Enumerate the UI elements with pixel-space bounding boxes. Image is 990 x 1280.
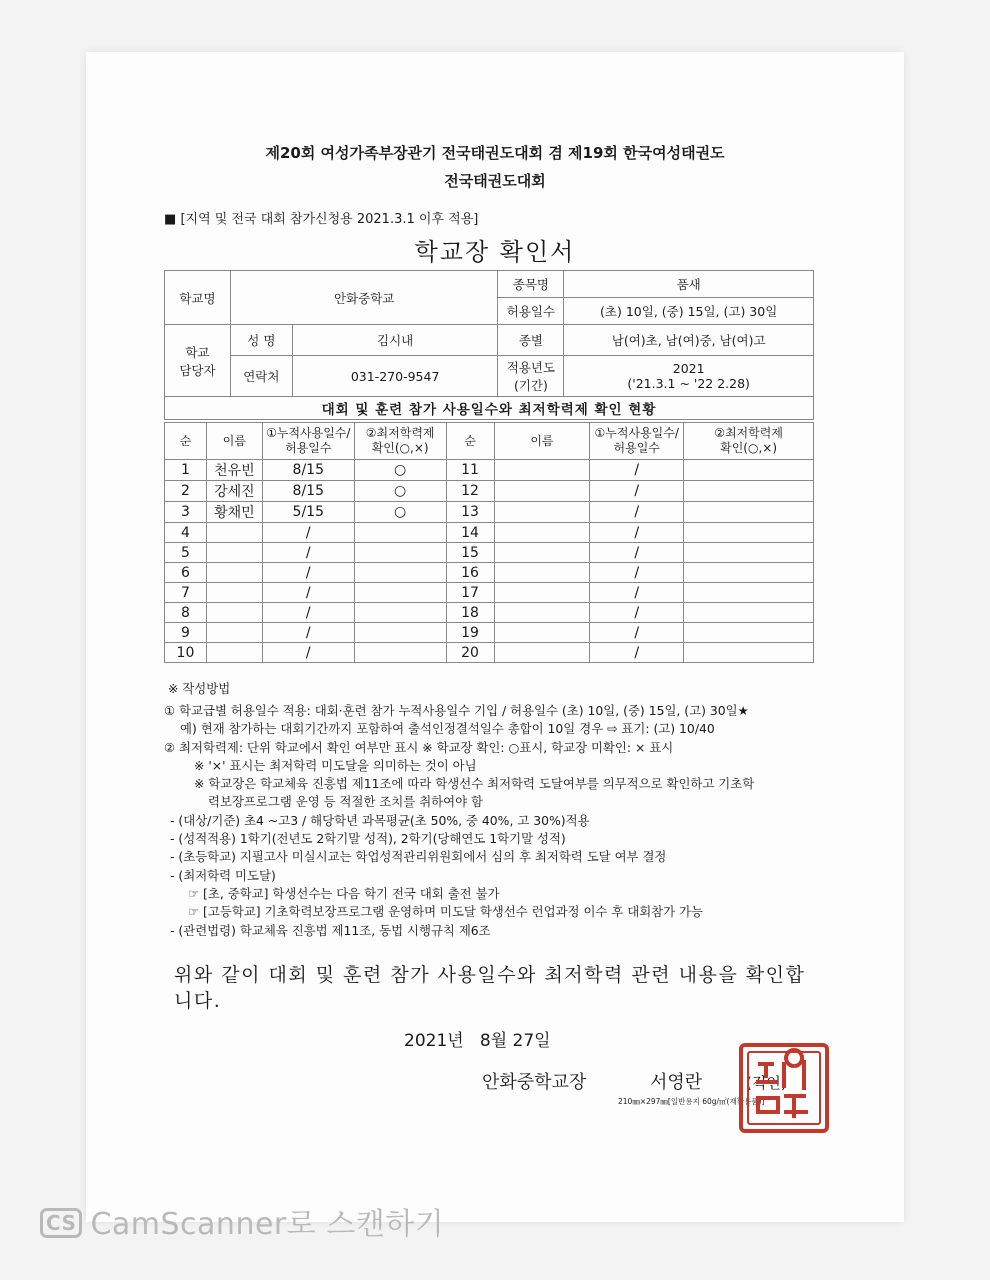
roster-cell-min: ○ [354, 460, 446, 481]
section-title: 대회 및 훈련 참가 사용일수와 최저학력제 확인 현황 [165, 397, 814, 420]
category-value: 남(여)초, 남(여)중, 남(여)고 [564, 325, 814, 356]
note-line: - (최저학력 미도달) [170, 867, 276, 883]
manager-label-line2: 담당자 [179, 362, 216, 378]
roster-cell-days: 8/15 [262, 460, 354, 481]
header-days-2 [590, 423, 684, 460]
event-title-line2: 전국태권도대회 [444, 172, 546, 190]
header-min-2-line1: ②최저학력제 [714, 426, 783, 440]
roster-cell-days: / [590, 481, 684, 502]
roster-cell-days: 5/15 [262, 502, 354, 523]
roster-cell-days: / [590, 603, 684, 623]
roster-cell-min [684, 460, 814, 481]
note-line: ☞ [고등학교] 기초학력보장프로그램 운영하며 미도달 학생선수 런업과정 이수 후 대회참가 가능 [188, 904, 703, 920]
roster-cell-name [206, 563, 262, 583]
roster-cell-name [494, 481, 590, 502]
header-days-2-line2: 허용일수 [613, 441, 660, 455]
roster-cell-min [684, 643, 814, 663]
roster-cell-days: / [262, 603, 354, 623]
allowed-days-label: 허용일수 [498, 298, 564, 325]
notes-title: ※ 작성방법 [168, 681, 231, 696]
header-name-2: 이름 [494, 423, 590, 460]
form-usage-text: [지역 및 전국 대회 참가신청용 2021.3.1 이후 적용] [180, 212, 479, 227]
roster-cell-days: / [262, 643, 354, 663]
header-days [262, 423, 354, 460]
roster-cell-no: 15 [446, 543, 494, 563]
signer-title: 안화중학교장 [482, 1072, 587, 1093]
roster-cell-no: 20 [446, 643, 494, 663]
table-row [165, 643, 814, 663]
table-row [165, 481, 814, 502]
document-page [86, 52, 904, 1222]
school-label: 학교명 [165, 271, 231, 325]
document-title: 학교장 확인서 [414, 238, 576, 266]
roster-cell-min: ○ [354, 502, 446, 523]
year-value [564, 356, 814, 397]
roster-cell-min [354, 583, 446, 603]
roster-cell-days: / [590, 460, 684, 481]
table-row [165, 623, 814, 643]
roster-cell-name [494, 603, 590, 623]
roster-cell-min: ○ [354, 481, 446, 502]
roster-cell-min [684, 543, 814, 563]
contact-label: 연락처 [230, 356, 292, 397]
roster-cell-name [206, 643, 262, 663]
category-label: 종별 [498, 325, 564, 356]
header-min-line2: 확인(○,×) [371, 441, 429, 455]
allowed-days-value: (초) 10일, (중) 15일, (고) 30일 [564, 298, 814, 325]
paper-spec: 210㎜×297㎜[일반용지 60g/㎡(재활용품)] [618, 1097, 765, 1106]
roster-cell-no: 1 [165, 460, 207, 481]
manager-label [165, 325, 231, 397]
roster-cell-name [206, 523, 262, 543]
year-value-line1: 2021 [672, 361, 705, 376]
roster-table [164, 422, 814, 663]
roster-cell-name [494, 583, 590, 603]
roster-cell-no: 19 [446, 623, 494, 643]
signer-name: 서영란 [650, 1072, 703, 1093]
roster-cell-name: 천유빈 [206, 460, 262, 481]
square-bullet-icon: ■ [164, 212, 177, 227]
roster-cell-min [684, 481, 814, 502]
note-line: ☞ [초, 중학교] 학생선수는 다음 학기 전국 대회 출전 불가 [188, 885, 500, 901]
scanner-watermark [40, 1199, 444, 1243]
school-name: 안화중학교 [230, 271, 498, 325]
manager-label-line1: 학교 [185, 344, 210, 360]
roster-cell-no: 4 [165, 523, 207, 543]
roster-cell-no: 12 [446, 481, 494, 502]
roster-cell-name [494, 502, 590, 523]
year-label [498, 356, 564, 397]
name-label: 성 명 [230, 325, 292, 356]
official-seal-icon [738, 1042, 830, 1134]
roster-cell-days: / [590, 583, 684, 603]
roster-cell-days: / [262, 623, 354, 643]
roster-cell-no: 17 [446, 583, 494, 603]
roster-cell-no: 9 [165, 623, 207, 643]
roster-cell-min [354, 603, 446, 623]
year-label-line2: (기간) [513, 378, 548, 393]
roster-cell-name [206, 583, 262, 603]
roster-cell-no: 10 [165, 643, 207, 663]
roster-cell-no: 16 [446, 563, 494, 583]
table-row [165, 583, 814, 603]
roster-cell-no: 13 [446, 502, 494, 523]
note-line: - (관련법령) 학교체육 진흥법 제11조, 동법 시행규칙 제6조 [170, 922, 491, 938]
header-days-line1: ①누적사용일수/ [266, 426, 351, 440]
roster-cell-no: 18 [446, 603, 494, 623]
note-line: 력보장프로그램 운영 등 적절한 조치를 취하여야 함 [208, 794, 483, 810]
school-info-table [164, 270, 814, 420]
roster-cell-name [206, 623, 262, 643]
note-line: - (성적적용) 1학기(전년도 2학기말 성적), 2학기(당해연도 1학기말 성적) [170, 831, 566, 847]
header-days-2-line1: ①누적사용일수/ [594, 426, 679, 440]
confirm-line2: 니다. [174, 990, 222, 1012]
roster-cell-min [354, 523, 446, 543]
event-value: 품새 [564, 271, 814, 298]
roster-cell-days: / [590, 563, 684, 583]
roster-cell-days: / [262, 523, 354, 543]
roster-cell-min [354, 643, 446, 663]
header-min [354, 423, 446, 460]
roster-cell-min [684, 623, 814, 643]
note-line: ② 최저학력제: 단위 학교에서 확인 여부만 표시 ※ 학교장 확인: ○표시, 학교장 미확인: × 표시 [164, 739, 674, 755]
roster-cell-min [684, 603, 814, 623]
roster-cell-days: / [262, 563, 354, 583]
confirm-line1: 위와 같이 대회 및 훈련 참가 사용일수와 최저학력 관련 내용을 확인합 [174, 964, 806, 986]
roster-cell-min [354, 623, 446, 643]
note-line: - (대상/기준) 초4 ~고3 / 해당학년 과목평균(초 50%, 중 40%, 고 30%)적용 [170, 812, 590, 828]
table-row [165, 603, 814, 623]
roster-cell-no: 5 [165, 543, 207, 563]
event-label: 종목명 [498, 271, 564, 298]
roster-cell-min [684, 583, 814, 603]
roster-cell-no: 8 [165, 603, 207, 623]
roster-cell-name [206, 603, 262, 623]
table-row [165, 523, 814, 543]
contact-value: 031-270-9547 [292, 356, 498, 397]
roster-cell-name: 황채민 [206, 502, 262, 523]
roster-cell-days: / [262, 583, 354, 603]
event-title-line1: 제20회 여성가족부장관기 전국태권도대회 겸 제19회 한국여성태권도 [265, 144, 725, 162]
roster-cell-name [494, 623, 590, 643]
roster-cell-no: 14 [446, 523, 494, 543]
header-name: 이름 [206, 423, 262, 460]
note-line: ※ 학교장은 학교체육 진흥법 제11조에 따라 학생선수 최저학력 도달여부를 의무적으로 확인하고 기초학 [194, 776, 755, 792]
roster-cell-no: 3 [165, 502, 207, 523]
header-no: 순 [165, 423, 207, 460]
note-line: - (초등학교) 지필고사 미실시교는 학업성적관리위원회에서 심의 후 최저학력 도달 여부 결정 [170, 849, 667, 865]
roster-cell-min [684, 502, 814, 523]
roster-cell-name [494, 643, 590, 663]
roster-cell-name [494, 563, 590, 583]
roster-cell-name [494, 523, 590, 543]
note-line: 예) 현재 참가하는 대회기간까지 포함하여 출석인정결석일수 총합이 10일 경우 ⇨ 표기: (고) 10/40 [180, 721, 715, 737]
confirm-date: 2021년 8월 27일 [404, 1031, 551, 1051]
camscanner-logo-icon: CS [40, 1208, 82, 1238]
header-min-line1: ②최저학력제 [365, 426, 435, 440]
roster-cell-name [206, 543, 262, 563]
roster-cell-no: 7 [165, 583, 207, 603]
roster-header-row [165, 423, 814, 460]
table-row [165, 460, 814, 481]
roster-cell-days: / [262, 543, 354, 563]
roster-cell-days: / [590, 543, 684, 563]
roster-cell-name [494, 460, 590, 481]
name-value: 김시내 [292, 325, 498, 356]
roster-cell-min [354, 543, 446, 563]
seal-note: (직인) [746, 1074, 787, 1092]
note-line: ※ '×' 표시는 최저학력 미도달을 의미하는 것이 아님 [194, 757, 477, 773]
header-days-line2: 허용일수 [285, 441, 332, 455]
roster-cell-days: 8/15 [262, 481, 354, 502]
form-usage-note [164, 208, 478, 227]
table-row [165, 563, 814, 583]
roster-cell-days: / [590, 502, 684, 523]
scanner-text: CamScanner로 스캔하기 [90, 1207, 445, 1242]
roster-cell-name: 강세진 [206, 481, 262, 502]
roster-cell-no: 6 [165, 563, 207, 583]
roster-cell-min [684, 563, 814, 583]
roster-cell-min [684, 523, 814, 543]
table-row [165, 502, 814, 523]
notes-block [164, 702, 754, 940]
roster-cell-days: / [590, 643, 684, 663]
roster-cell-no: 11 [446, 460, 494, 481]
roster-cell-days: / [590, 523, 684, 543]
roster-cell-no: 2 [165, 481, 207, 502]
table-row [165, 543, 814, 563]
roster-cell-name [494, 543, 590, 563]
header-min-2-line2: 확인(○,×) [720, 441, 778, 455]
header-min-2 [684, 423, 814, 460]
year-label-line1: 적용년도 [506, 360, 556, 375]
roster-cell-min [354, 563, 446, 583]
header-no-2: 순 [446, 423, 494, 460]
year-value-line2: ('21.3.1 ~ '22 2.28) [627, 376, 750, 391]
roster-cell-days: / [590, 623, 684, 643]
note-line: ① 학교급별 허용일수 적용: 대회·훈련 참가 누적사용일수 기입 / 허용일수 (초) 10일, (중) 15일, (고) 30일★ [164, 703, 749, 718]
